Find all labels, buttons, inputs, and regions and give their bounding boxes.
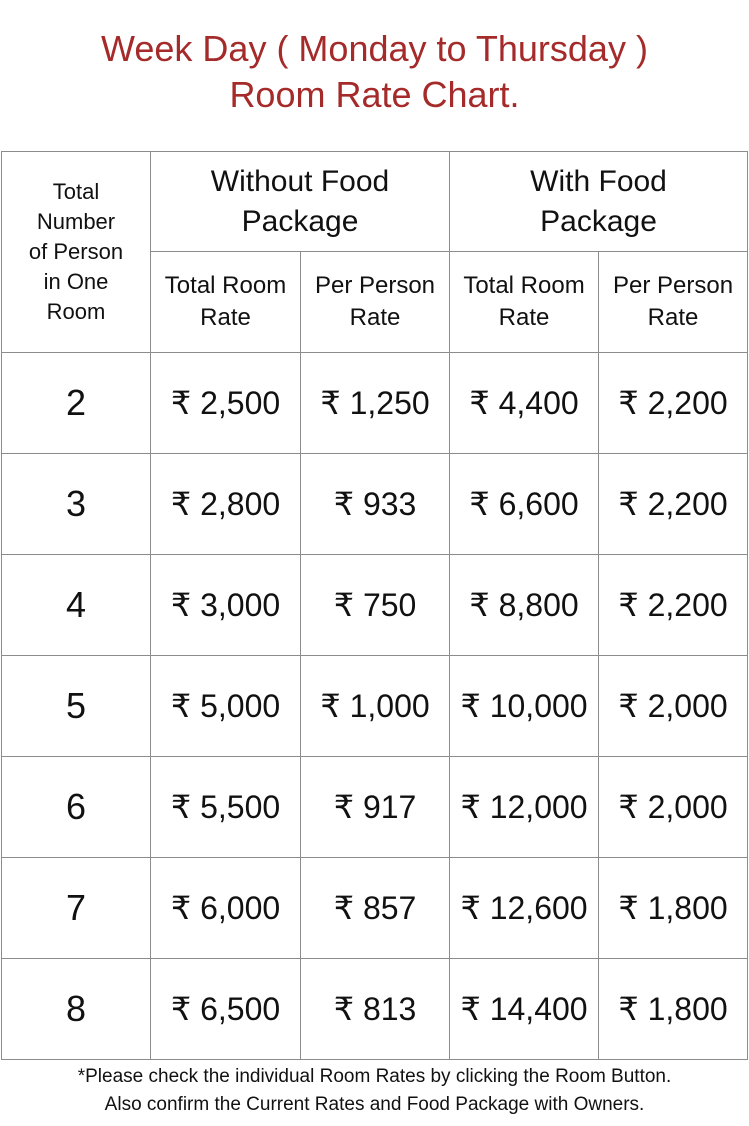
with-food-total-cell: ₹ 10,000 [450,656,599,757]
header-persons-line-2: Number [36,209,116,234]
subheader-line-1: Per Person [612,272,734,299]
persons-cell: 3 [2,454,151,555]
table-row [2,454,748,555]
title-line-1: Week Day ( Monday to Thursday ) [101,28,648,69]
with-food-per-person-cell: ₹ 2,000 [599,656,748,757]
persons-cell: 5 [2,656,151,757]
without-food-total-cell: ₹ 6,000 [151,858,301,959]
persons-cell: 8 [2,959,151,1060]
with-food-total-cell: ₹ 14,400 [450,959,599,1060]
persons-cell: 7 [2,858,151,959]
table-row [2,353,748,454]
subheader-line-2: Rate [349,304,401,331]
with-food-total-cell: ₹ 12,600 [450,858,599,959]
without-food-total-cell: ₹ 6,500 [151,959,301,1060]
persons-cell: 4 [2,555,151,656]
subheader-with-total [450,252,599,353]
header-total-persons [2,152,151,353]
header-without-food [151,152,450,252]
persons-cell: 6 [2,757,151,858]
with-food-per-person-cell: ₹ 1,800 [599,858,748,959]
table-row [2,757,748,858]
without-food-per-person-cell: ₹ 1,000 [301,656,450,757]
subheader-with-per-person [599,252,748,353]
without-food-total-cell: ₹ 5,500 [151,757,301,858]
without-food-total-cell: ₹ 2,800 [151,454,301,555]
with-food-total-cell: ₹ 4,400 [450,353,599,454]
with-food-per-person-cell: ₹ 2,200 [599,555,748,656]
persons-cell: 2 [2,353,151,454]
with-food-per-person-cell: ₹ 2,200 [599,353,748,454]
footer-note [0,1056,749,1126]
table-row [2,656,748,757]
with-food-total-cell: ₹ 12,000 [450,757,599,858]
subheader-line-2: Rate [200,304,251,331]
without-food-total-cell: ₹ 3,000 [151,555,301,656]
with-food-total-cell: ₹ 6,600 [450,454,599,555]
header-persons-line-3: of Person [28,239,124,264]
without-food-total-cell: ₹ 5,000 [151,656,301,757]
header-persons-line-4: in One [43,269,109,294]
header-persons-line-1: Total [52,179,100,204]
header-without-food-line-1: Without Food [210,164,390,198]
without-food-per-person-cell: ₹ 750 [301,555,450,656]
without-food-total-cell: ₹ 2,500 [151,353,301,454]
table-row [2,555,748,656]
table-row [2,858,748,959]
with-food-per-person-cell: ₹ 1,800 [599,959,748,1060]
subheader-line-1: Total Room [463,272,585,299]
without-food-per-person-cell: ₹ 813 [301,959,450,1060]
with-food-per-person-cell: ₹ 2,200 [599,454,748,555]
room-rate-table [1,151,748,1060]
subheader-line-1: Total Room [164,272,287,299]
without-food-per-person-cell: ₹ 933 [301,454,450,555]
with-food-total-cell: ₹ 8,800 [450,555,599,656]
chart-title [0,0,749,150]
header-persons-line-5: Room [46,299,106,324]
subheader-line-2: Rate [498,304,550,331]
without-food-per-person-cell: ₹ 1,250 [301,353,450,454]
subheader-without-total [151,252,301,353]
subheader-line-1: Per Person [314,272,436,299]
subheader-without-per-person [301,252,450,353]
subheader-line-2: Rate [647,304,699,331]
header-without-food-line-2: Package [241,204,359,238]
header-with-food-line-2: Package [540,204,657,238]
without-food-per-person-cell: ₹ 917 [301,757,450,858]
without-food-per-person-cell: ₹ 857 [301,858,450,959]
table-row [2,959,748,1060]
footer-line-1: *Please check the individual Room Rates by clicking the Room Button. [77,1066,672,1087]
header-with-food [450,152,748,252]
with-food-per-person-cell: ₹ 2,000 [599,757,748,858]
header-with-food-line-1: With Food [530,164,667,198]
title-line-2: Room Rate Chart. [229,74,520,115]
footer-line-2: Also confirm the Current Rates and Food Package with Owners. [104,1094,645,1115]
